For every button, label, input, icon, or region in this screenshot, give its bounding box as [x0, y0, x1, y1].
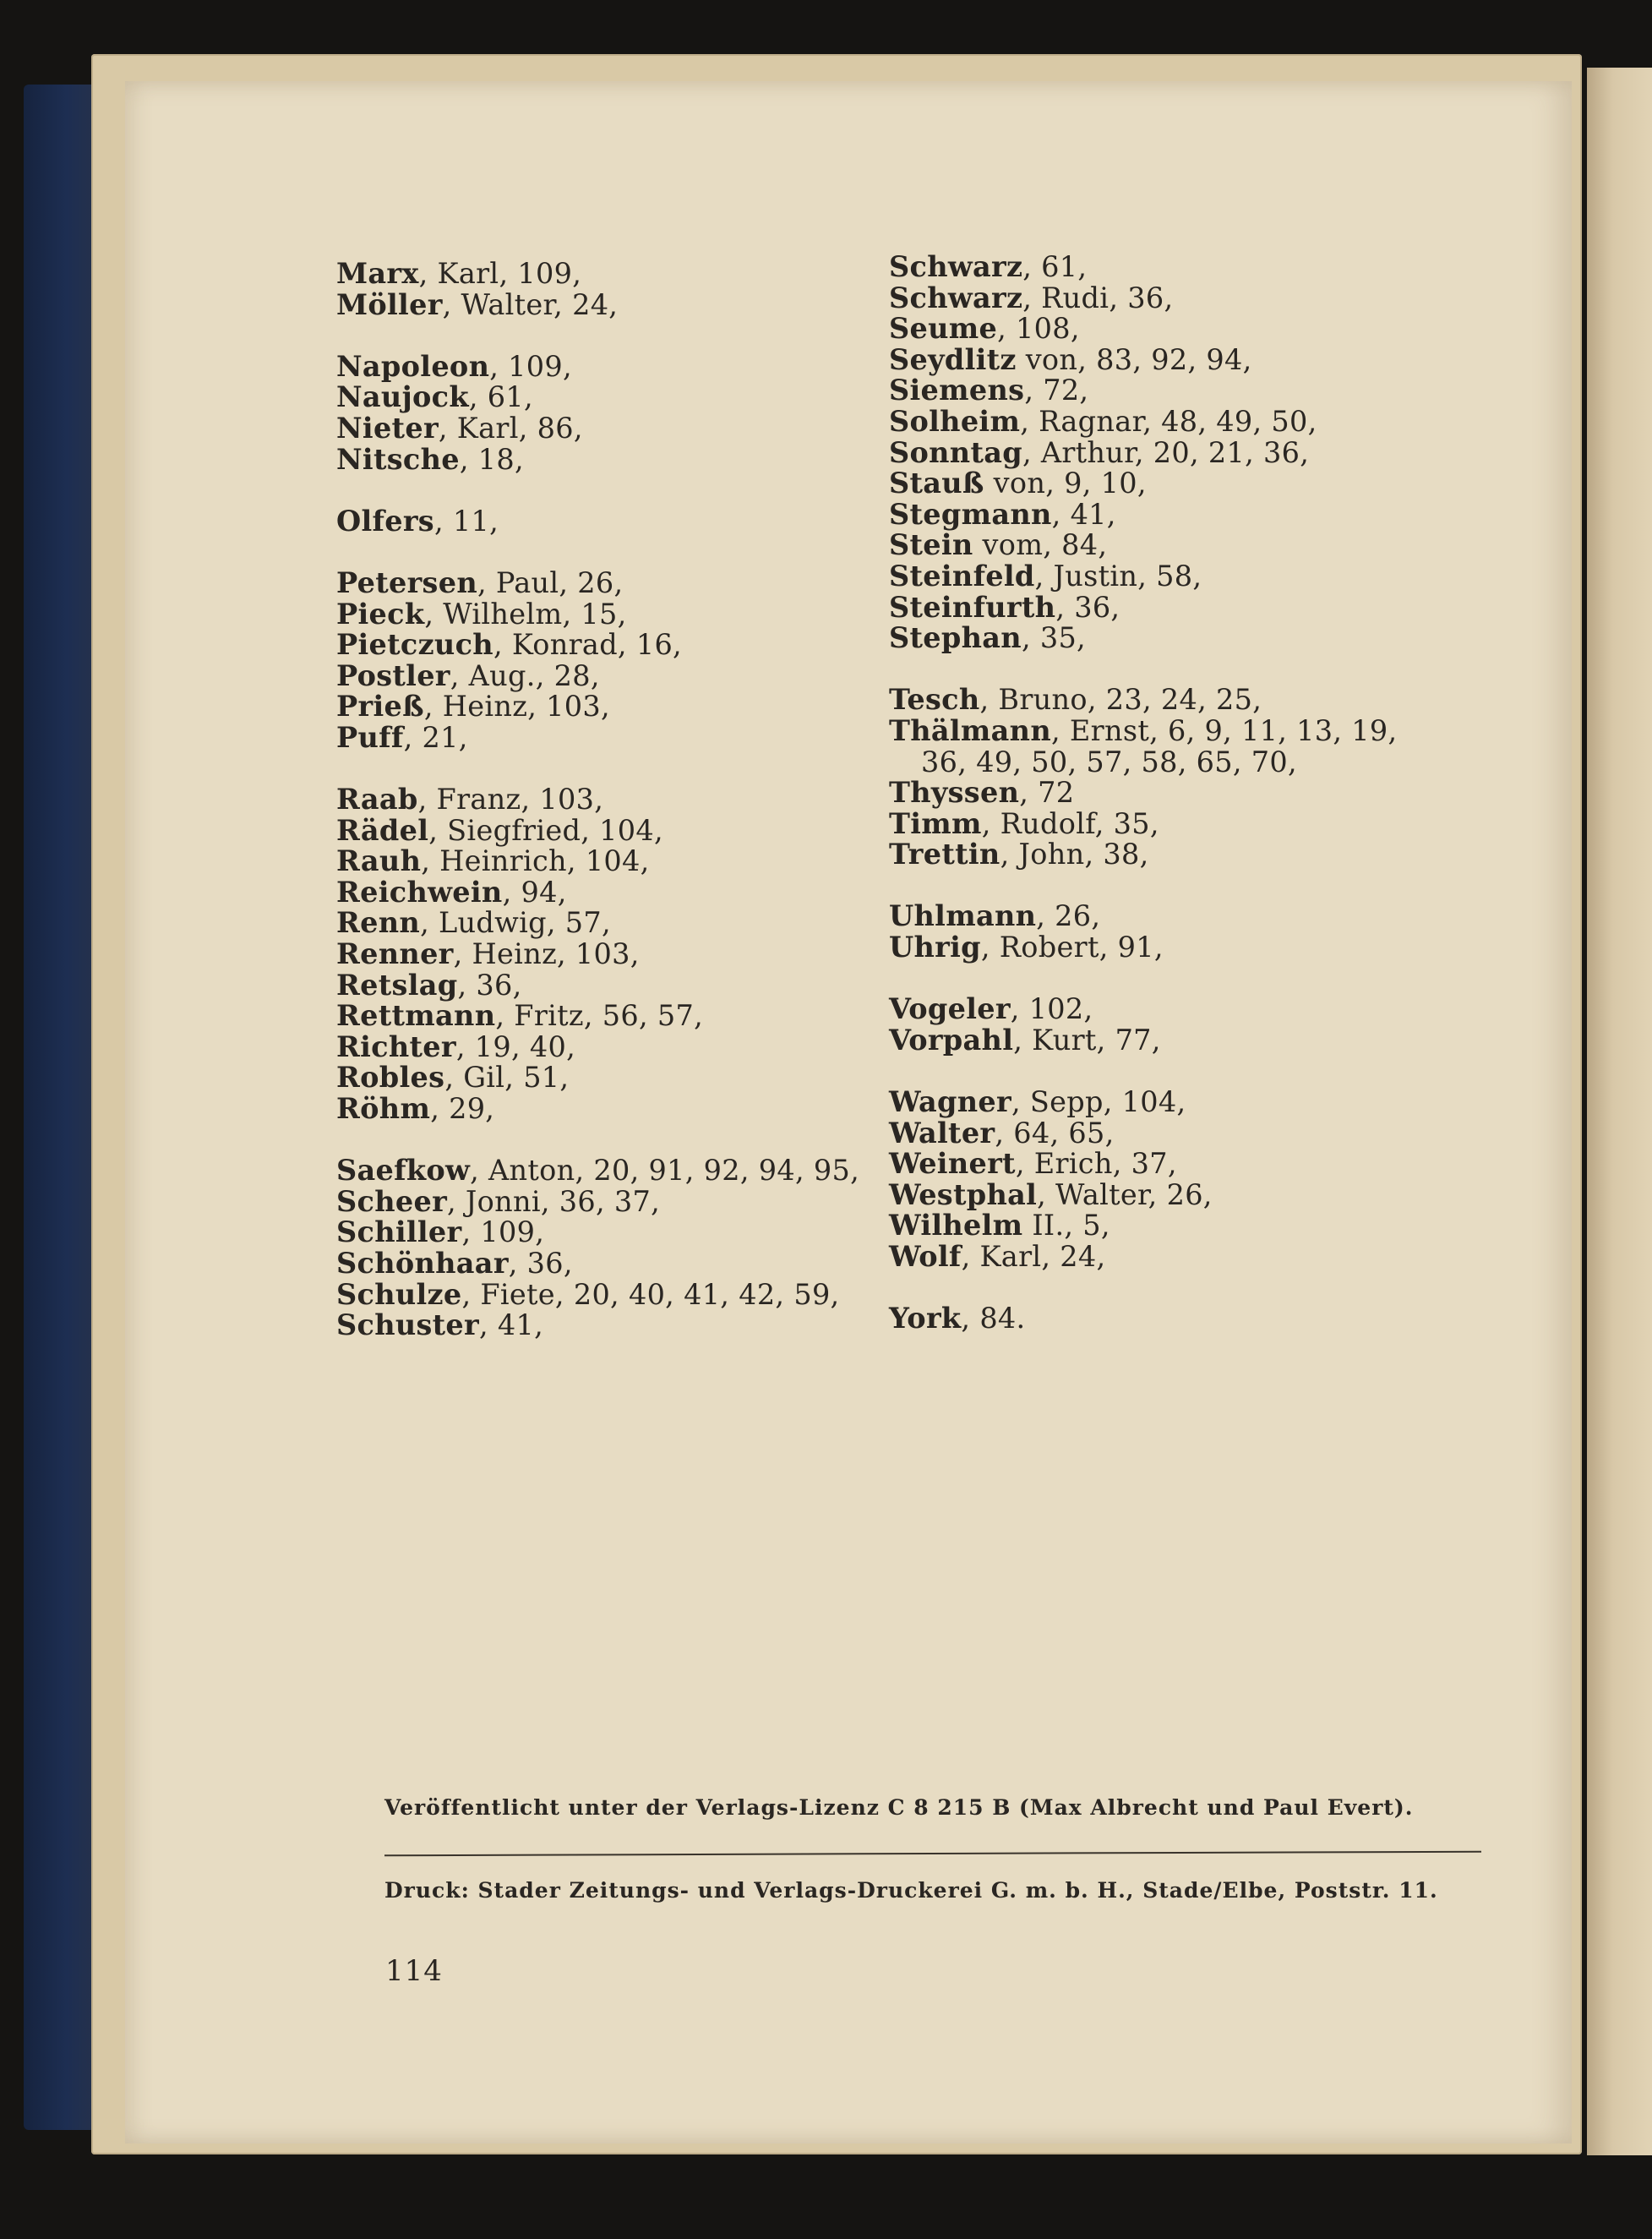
index-entry [336, 720, 894, 754]
index-entry [336, 506, 894, 538]
index-entry-pages: , Ernst, 6, 9, 11, 13, 19, [1050, 713, 1398, 747]
index-entry [336, 413, 894, 445]
index-letter-group [336, 1155, 894, 1341]
index-entry-name: Möller [336, 287, 443, 321]
index-entry-pages: , Wilhelm, 15, [424, 597, 627, 631]
index-entry-pages: , Fritz, 56, 57, [495, 999, 704, 1033]
index-entry-pages: , 36, [508, 1247, 573, 1280]
index-entry-pages: , Sepp, 104, [1011, 1085, 1186, 1119]
index-entry-pages: , 64, 65, [995, 1116, 1115, 1150]
index-entry [889, 778, 1430, 809]
index-entry [889, 1210, 1430, 1242]
index-entry-pages: , 35, [1021, 621, 1087, 655]
index-entry [336, 784, 894, 816]
index-entry-pages: , Heinz, 103, [423, 690, 610, 724]
book-cover-edge [24, 85, 101, 2130]
index-entry-pages: , 94, [502, 875, 567, 909]
index-entry-pages: 36, 49, 50, 57, 58, 65, 70, [921, 745, 1297, 778]
index-entry [889, 283, 1430, 314]
index-entry-pages: , 102, [1010, 992, 1093, 1026]
index-entry [336, 1217, 894, 1248]
index-entry-pages: , Fiete, 20, 40, 41, 42, 59, [461, 1277, 840, 1311]
index-entry [889, 590, 1430, 624]
index-entry-pages: , Kurt, 77, [1013, 1023, 1161, 1057]
index-entry [889, 685, 1430, 716]
index-entry-pages: , 19, 40, [455, 1029, 576, 1063]
index-entry-name: Sonntag [889, 435, 1022, 469]
index-letter-group [889, 252, 1430, 654]
index-entry-name: Stauß [889, 467, 984, 500]
index-entry-pages: , 109, [489, 349, 572, 383]
index-entry-name: Thälmann [889, 713, 1051, 747]
index-entry [336, 1094, 894, 1125]
index-entry-name: Seydlitz [889, 342, 1017, 376]
index-entry-pages: , Aug., 28, [450, 658, 600, 692]
index-entry [336, 287, 894, 321]
index-entry [889, 932, 1430, 964]
index-entry [889, 806, 1430, 840]
index-entry-name: Puff [336, 720, 404, 754]
index-entry-name: Westphal [889, 1177, 1038, 1211]
index-entry-pages: , Walter, 24, [442, 287, 619, 321]
index-entry-name: Schuster [336, 1308, 480, 1342]
index-entry-pages: , 61, [1022, 250, 1088, 283]
index-entry [889, 468, 1430, 500]
index-entry-name: Thyssen [889, 776, 1020, 810]
index-entry [889, 435, 1430, 469]
index-entry-pages: , Karl, 24, [961, 1240, 1106, 1273]
index-entry-name: Stegmann [889, 497, 1052, 531]
index-entry [889, 314, 1430, 345]
index-entry-name: Schönhaar [336, 1247, 509, 1280]
index-entry-pages: II., 5, [1022, 1209, 1110, 1242]
index-entry-pages: , 41, [479, 1308, 544, 1342]
index-entry [336, 630, 894, 661]
index-letter-group [336, 506, 894, 538]
index-entry-pages: , Konrad, 16, [493, 628, 683, 662]
index-entry [336, 813, 894, 847]
index-entry-name: Uhlmann [889, 899, 1037, 933]
index-entry-name: Schwarz [889, 281, 1023, 314]
index-entry-name: Olfers [336, 504, 434, 538]
index-entry-pages: , John, 38, [1000, 838, 1149, 871]
index-entry [889, 713, 1430, 747]
index-entry [336, 970, 894, 1002]
index-entry [889, 530, 1430, 561]
index-entry-name: York [889, 1302, 962, 1335]
index-entry-pages: , 72 [1019, 776, 1075, 810]
index-entry [889, 994, 1430, 1025]
index-letter-group [336, 259, 894, 320]
index-entry-name: Richter [336, 1029, 456, 1063]
index-entry-name: Timm [889, 806, 982, 840]
index-entry-name: Renn [336, 906, 421, 940]
index-entry-pages: , Rudi, 36, [1022, 281, 1174, 314]
index-entry-name: Postler [336, 658, 450, 692]
index-entry-name: Steinfeld [889, 559, 1035, 593]
index-entry-pages: , 41, [1051, 497, 1116, 531]
index-entry-name: Schwarz [889, 250, 1023, 283]
index-entry [889, 252, 1430, 283]
index-entry-name: Marx [336, 257, 419, 290]
index-entry [336, 691, 894, 723]
index-entry-pages: , Bruno, 23, 24, 25, [979, 683, 1262, 717]
index-entry-name: Petersen [336, 565, 477, 599]
index-entry [336, 846, 894, 877]
index-letter-group [336, 784, 894, 1125]
index-entry [336, 1155, 894, 1187]
index-entry [889, 1087, 1430, 1118]
index-entry [889, 1242, 1430, 1273]
index-entry-pages: , 108, [997, 312, 1080, 346]
index-entry [336, 1001, 894, 1032]
index-entry-name: Reichwein [336, 875, 503, 909]
index-entry [889, 497, 1430, 531]
index-entry-pages: , Erich, 37, [1015, 1147, 1177, 1181]
index-entry-name: Siemens [889, 374, 1025, 407]
index-entry-name: Schulze [336, 1277, 462, 1311]
index-entry-name: Steinfurth [889, 590, 1056, 624]
index-letter-group [336, 565, 894, 754]
index-entry-name: Napoleon [336, 349, 490, 383]
index-entry-pages: , 72, [1024, 374, 1089, 407]
index-entry [889, 342, 1430, 376]
index-entry-pages: , Heinrich, 104, [421, 844, 650, 878]
index-entry-pages: , Anton, 20, 91, 92, 94, 95, [470, 1154, 860, 1188]
index-entry [889, 1177, 1430, 1211]
index-entry [336, 1248, 894, 1280]
index-letter-group [889, 901, 1430, 963]
index-entry-pages: , 11, [433, 504, 499, 538]
index-entry [889, 1303, 1430, 1335]
index-entry-name: Trettin [889, 838, 1000, 871]
index-entry-pages: , Robert, 91, [980, 931, 1164, 964]
index-column-left [336, 259, 894, 1372]
index-entry-name: Pietczuch [336, 628, 493, 662]
page-number: 114 [385, 1954, 443, 1988]
index-entry-pages: , Jonni, 36, 37, [447, 1184, 661, 1218]
index-entry-name: Vorpahl [889, 1023, 1014, 1057]
index-entry [336, 1277, 894, 1311]
index-entry-pages: , 36, [457, 968, 522, 1002]
index-entry-name: Pieck [336, 597, 425, 631]
index-entry-pages: , 109, [461, 1215, 545, 1249]
index-entry-pages: , Arthur, 20, 21, 36, [1022, 435, 1310, 469]
index-entry-name: Nieter [336, 411, 439, 445]
index-entry [889, 404, 1430, 438]
index-entry [336, 939, 894, 970]
index-entry-pages: , Justin, 58, [1034, 559, 1202, 593]
index-entry-pages: , Walter, 26, [1037, 1177, 1213, 1211]
index-entry-pages: , Karl, 86, [438, 411, 583, 445]
index-entry-pages: , Rudolf, 35, [981, 806, 1159, 840]
index-entry [336, 349, 894, 383]
index-entry-name: Tesch [889, 683, 980, 717]
index-entry-name: Rauh [336, 844, 422, 878]
index-entry [889, 1149, 1430, 1180]
index-entry-name: Saefkow [336, 1154, 471, 1188]
index-entry-name: Nitsche [336, 442, 460, 476]
index-entry [336, 259, 894, 290]
printer-notice: Druck: Stader Zeitungs- und Verlags-Druckerei G. m. b. H., Stade/Elbe, Poststr. 11. [384, 1878, 1438, 1903]
index-entry-name: Uhrig [889, 931, 981, 964]
index-entry-name: Wolf [889, 1240, 962, 1273]
index-entry [889, 375, 1430, 407]
index-entry-pages: , Siegfried, 104, [428, 813, 663, 847]
index-entry-name: Weinert [889, 1147, 1016, 1181]
index-entry-name: Röhm [336, 1092, 431, 1126]
index-entry-name: Retslag [336, 968, 458, 1002]
index-entry-name: Naujock [336, 380, 469, 414]
index-entry [889, 1118, 1430, 1150]
index-entry-name: Rädel [336, 813, 429, 847]
index-entry-pages: , Paul, 26, [477, 565, 624, 599]
index-entry-name: Wilhelm [889, 1209, 1023, 1242]
index-entry-pages: von, 9, 10, [984, 467, 1147, 500]
index-entry-pages: , Karl, 109, [418, 257, 582, 290]
index-entry-pages: , Heinz, 103, [453, 937, 640, 971]
index-entry-pages: , Franz, 103, [417, 783, 604, 816]
index-letter-group [889, 1303, 1430, 1335]
index-entry [336, 908, 894, 939]
index-entry-pages: , 61, [468, 380, 533, 414]
index-entry [889, 747, 1430, 778]
index-entry-pages: , Gil, 51, [444, 1061, 570, 1095]
index-entry-name: Renner [336, 937, 454, 971]
license-notice: Veröffentlicht unter der Verlags-Lizenz C 8 215 B (Max Albrecht und Paul Evert). [384, 1795, 1414, 1820]
index-entry [336, 1310, 894, 1341]
index-entry [336, 382, 894, 413]
index-entry [336, 658, 894, 692]
index-entry-name: Stephan [889, 621, 1022, 655]
index-entry [336, 442, 894, 476]
index-letter-group [889, 685, 1430, 871]
facing-page-edge [1587, 68, 1652, 2155]
index-entry [889, 839, 1430, 871]
index-entry-pages: , 36, [1055, 590, 1120, 624]
index-entry-name: Vogeler [889, 992, 1011, 1026]
index-entry-name: Rettmann [336, 999, 496, 1033]
index-entry [889, 901, 1430, 932]
index-entry-name: Seume [889, 312, 998, 346]
index-letter-group [889, 994, 1430, 1056]
index-entry-pages: , 84. [961, 1302, 1026, 1335]
index-entry-pages: , 18, [459, 442, 524, 476]
index-entry-name: Robles [336, 1061, 445, 1095]
index-entry-name: Walter [889, 1116, 995, 1150]
index-entry [336, 565, 894, 599]
index-letter-group [889, 1087, 1430, 1273]
index-entry-pages: , Ragnar, 48, 49, 50, [1020, 404, 1317, 438]
index-entry-name: Schiller [336, 1215, 462, 1249]
index-entry-pages: , Ludwig, 57, [420, 906, 611, 940]
index-entry [336, 877, 894, 909]
index-entry [336, 1029, 894, 1063]
index-entry-name: Prieß [336, 690, 424, 724]
index-entry-pages: von, 83, 92, 94, [1016, 342, 1252, 376]
index-column-right [889, 252, 1430, 1365]
index-entry [336, 1062, 894, 1094]
index-entry-name: Raab [336, 783, 418, 816]
index-entry [889, 1025, 1430, 1057]
index-entry [336, 599, 894, 631]
index-entry [889, 561, 1430, 593]
index-entry-name: Stein [889, 528, 973, 562]
index-entry-name: Scheer [336, 1184, 448, 1218]
index-entry-pages: vom, 84, [973, 528, 1108, 562]
index-entry-pages: , 26, [1036, 899, 1101, 933]
index-letter-group [336, 349, 894, 476]
index-entry [336, 1184, 894, 1218]
index-entry-pages: , 21, [403, 720, 468, 754]
index-entry-name: Solheim [889, 404, 1021, 438]
index-entry-name: Wagner [889, 1085, 1011, 1119]
index-entry-pages: , 29, [430, 1092, 495, 1126]
index-entry [889, 623, 1430, 654]
